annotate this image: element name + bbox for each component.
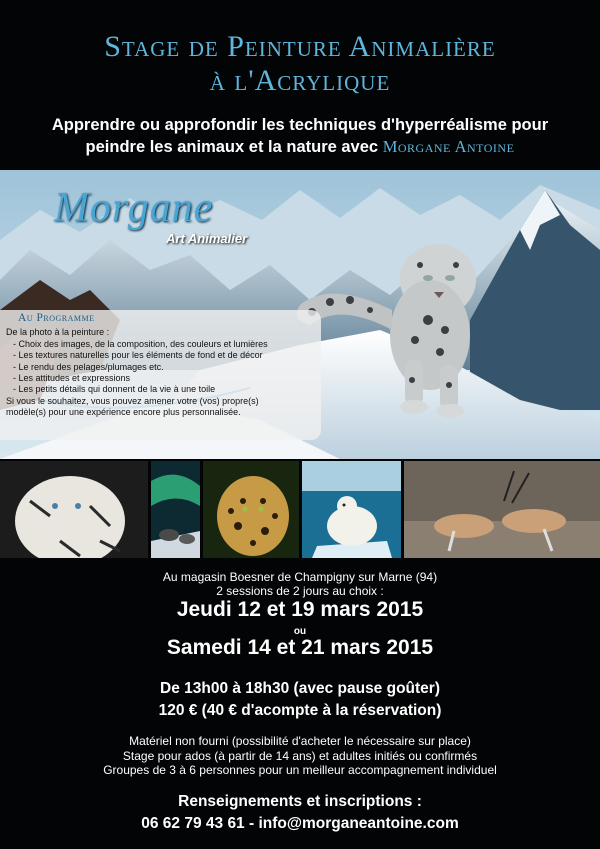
contact-block: [0, 791, 600, 835]
painting-thumbnails: [0, 461, 600, 558]
programme-line: modèle(s) pour une expérience encore plus personnalisée.: [6, 407, 241, 418]
subtitle-line-1: Apprendre ou approfondir les techniques d'hyperréalisme pour: [51, 116, 549, 134]
polar-bear-painting: [302, 461, 401, 558]
white-tiger-painting: [0, 461, 148, 558]
or-separator: ou: [293, 626, 307, 637]
info-line: Groupes de 3 à 6 personnes pour un meilleur accompagnement individuel: [103, 763, 497, 777]
date-option-2: Samedi 14 et 21 mars 2015: [166, 636, 434, 659]
subtitle: [20, 114, 580, 158]
location-text: Au magasin Boesner de Champigny sur Marne (94): [162, 570, 438, 584]
subtitle-line-2-text: peindre les animaux et la nature avec: [85, 138, 379, 156]
contact-details: 06 62 79 43 61 - info@morganeantoine.com: [141, 815, 459, 832]
programme-box: [0, 310, 321, 440]
info-block: [0, 734, 600, 778]
programme-heading: Au Programme: [18, 312, 95, 324]
programme-line: - Les attitudes et expressions: [13, 373, 131, 384]
location-block: [0, 570, 600, 598]
programme-line: Si vous le souhaitez, vous pouvez amener votre (vos) propre(s): [6, 395, 259, 406]
logo-subtitle: Art Animalier: [166, 231, 248, 246]
title-line-1: Stage de Peinture Animalière: [104, 30, 496, 63]
info-line: Stage pour ados (à partir de 14 ans) et adultes initiés ou confirmés: [122, 748, 478, 763]
programme-line: - Choix des images, de la composition, des couleurs et lumières: [13, 338, 268, 349]
subtitle-line-2: [20, 136, 580, 158]
price-text: 120 € (40 € d'acompte à la réservation): [158, 702, 442, 719]
sessions-text: 2 sessions de 2 jours au choix :: [216, 584, 384, 598]
morgane-logo: Morgane: [54, 185, 214, 231]
oryx-painting: [404, 461, 600, 558]
info-line: Matériel non fourni (possibilité d'acheter le nécessaire sur place): [129, 734, 471, 748]
contact-heading: Renseignements et inscriptions :: [178, 793, 422, 810]
schedule-block: [0, 678, 600, 722]
artist-name: Morgane Antoine: [382, 137, 515, 156]
leopard-painting: [203, 461, 299, 558]
date-option-1: Jeudi 12 et 19 mars 2015: [176, 598, 424, 621]
title-line-2: à l'Acrylique: [209, 64, 391, 97]
programme-line: - Le rendu des pelages/plumages etc.: [13, 361, 164, 372]
aurora-wolves-painting: [151, 461, 200, 558]
programme-line: - Les textures naturelles pour les éléments de fond et de décor: [13, 350, 263, 361]
hours-text: De 13h00 à 18h30 (avec pause goûter): [160, 680, 440, 697]
programme-line: - Les petits détails qui donnent de la vie à une toile: [13, 384, 216, 395]
programme-line: De la photo à la peinture :: [6, 327, 110, 338]
